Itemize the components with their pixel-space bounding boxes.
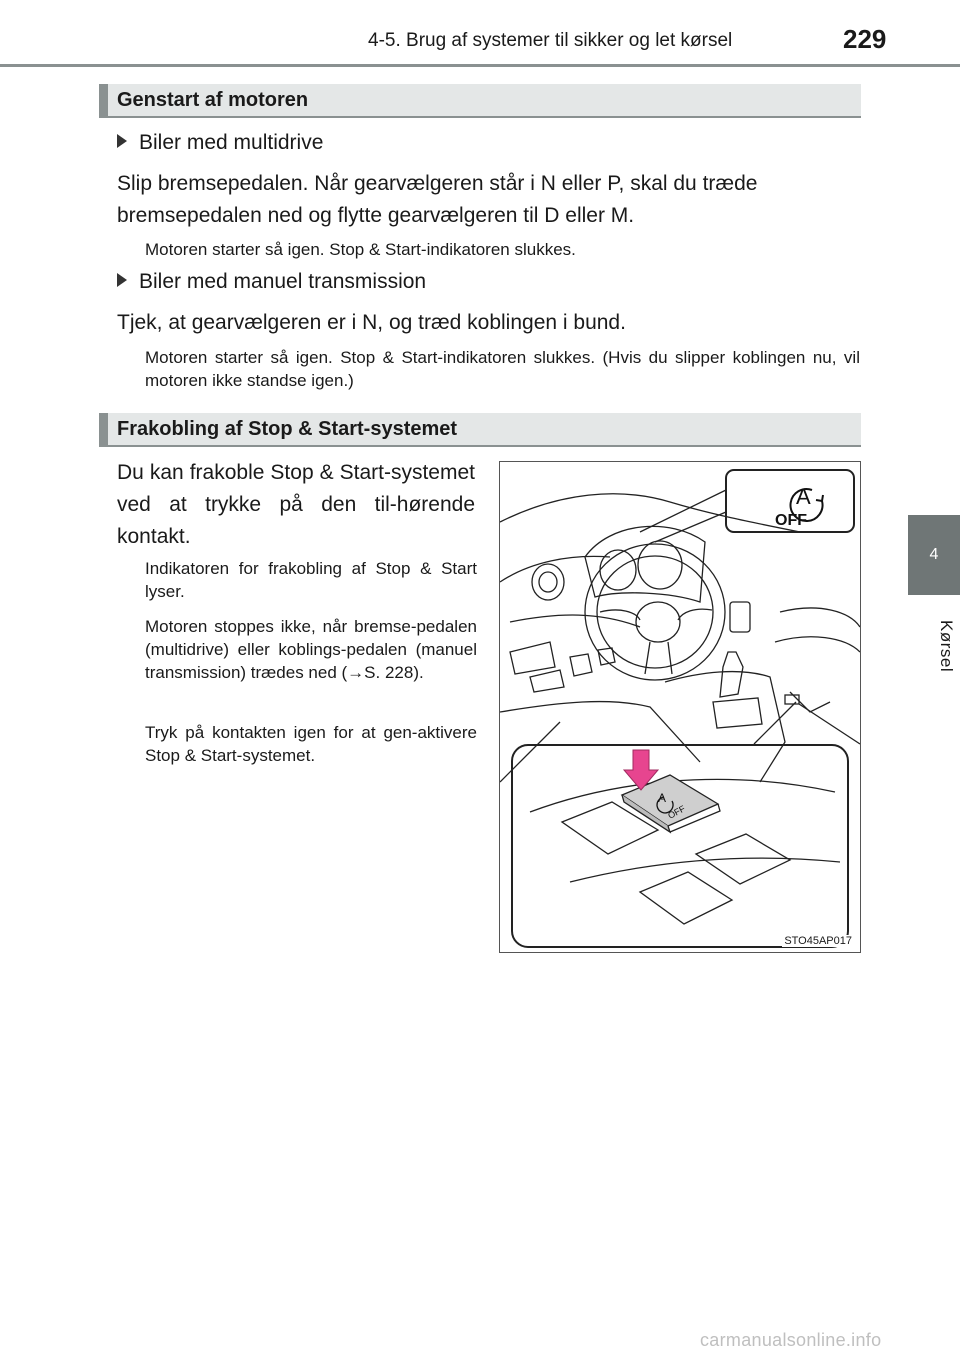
section-heading-text: Frakobling af Stop & Start-systemet — [117, 418, 458, 440]
note-indicator: Indikatoren for frakobling af Stop & Start lyser. — [145, 559, 477, 601]
note-manual: Motoren starter så igen. Stop & Start-indikatoren slukkes. (Hvis du slipper koblingen nu, vil motoren ikke standse igen.) — [145, 348, 860, 390]
paragraph-manual: Tjek, at gearvælgeren er i N, og træd koblingen i bund. — [117, 311, 626, 334]
bullet-multidrive: Biler med multidrive — [117, 131, 323, 155]
header-title: 4-5. Brug af systemer til sikker og let kørsel — [368, 30, 733, 51]
note-engine-not-stopped: Motoren stoppes ikke, når bremse-pedalen (multidrive) eller koblings-pedalen (manuel transmission) trædes ned (→S. 228). — [145, 617, 477, 682]
note-multidrive: Motoren starter så igen. Stop & Start-indikatoren slukkes. — [145, 240, 576, 259]
triangle-bullet-icon — [117, 134, 127, 148]
page-number: 229 — [843, 24, 887, 54]
paragraph-disable: Du kan frakoble Stop & Start-systemet ved at trykke på den til-hørende kontakt. — [117, 461, 475, 548]
note-reactivate: Tryk på kontakten igen for at gen-aktivere Stop & Start-systemet. — [145, 723, 477, 765]
section-heading-text: Genstart af motoren — [117, 89, 309, 111]
section-heading-restart — [99, 84, 861, 118]
button-off-label: OFF — [666, 803, 687, 821]
bullet-manual: Biler med manuel transmission — [117, 270, 426, 294]
triangle-bullet-icon — [117, 273, 127, 287]
header-rule — [0, 64, 960, 67]
dashboard-drawing — [500, 462, 860, 952]
watermark: carmanualsonline.info — [700, 1330, 882, 1350]
callout-off-label: OFF — [775, 512, 807, 529]
callout-letter: A — [796, 484, 811, 509]
chapter-tab: 4 — [908, 515, 960, 595]
button-letter: A — [658, 791, 667, 805]
dashboard-illustration — [499, 461, 861, 953]
chapter-label: Kørsel — [937, 620, 956, 673]
paragraph-multidrive: Slip bremsepedalen. Når gearvælgeren står i N eller P, skal du træde bremsepedalen ned og flytte gearvælgeren til D eller M. — [117, 172, 758, 227]
figure-code: STO45AP017 — [784, 935, 852, 947]
section-heading-disable — [99, 413, 861, 447]
